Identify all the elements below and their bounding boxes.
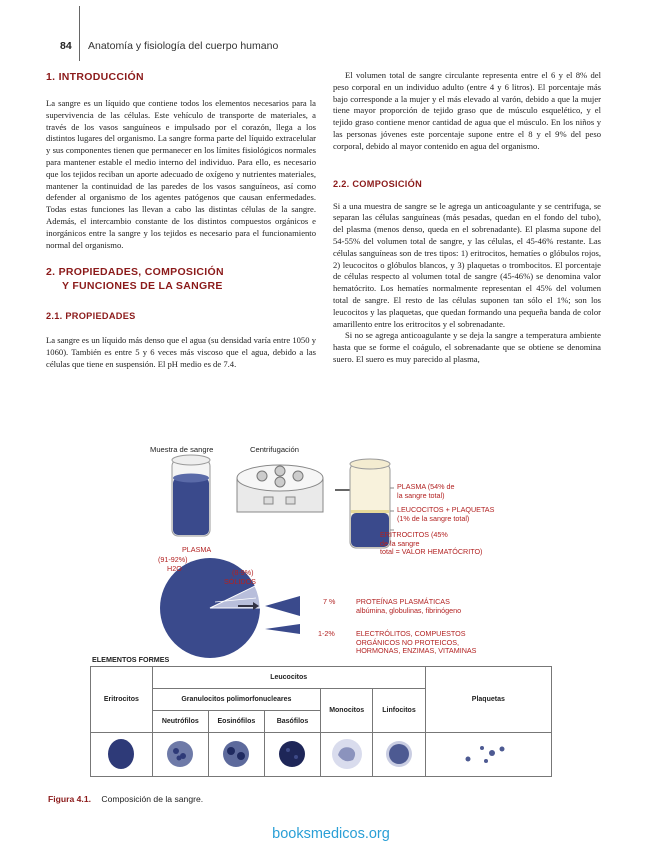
book-title: Anatomía y fisiología del cuerpo humano — [88, 40, 279, 52]
label-pie-plasma: PLASMA — [182, 545, 212, 554]
caption-text: Composición de la sangre. — [101, 794, 204, 804]
cell-monocyte — [321, 733, 373, 777]
label-leucocytes: LEUCOCITOS + PLAQUETAS (1% de la sangre total) — [397, 505, 495, 523]
properties-paragraph: La sangre es un líquido más denso que el agua (su densidad varía entre 1050 y 1060). También es entre 5 y 6 veces más viscoso que el agua, debido a las células que tiene en suspensión. El pH medio es de 7.4. — [46, 335, 316, 369]
formed-elements-title: ELEMENTOS FORMES — [92, 655, 170, 664]
table-head-monocytes: Monocitos — [321, 689, 373, 733]
cell-basophil — [264, 733, 320, 777]
heading-propiedades-line2: Y FUNCIONES DE LA SANGRE — [62, 280, 223, 293]
label-solids: SÓLIDOS — [224, 577, 256, 586]
table-head-granulocytes: Granulocitos polimorfonucleares — [152, 689, 320, 711]
cell-erythrocyte — [91, 733, 153, 777]
label-electrolytes: ELECTRÓLITOS, COMPUESTOS ORGÁNICOS NO PROTEICOS, HORMONAS, ENZIMAS, VITAMINAS — [356, 629, 477, 656]
label-plasma: PLASMA (54% de la sangre total) — [397, 482, 455, 500]
volume-paragraph: El volumen total de sangre circulante representa entre el 6 y el 8% del peso corporal en un individuo adulto (entre 4 y 6 litros). El porcentaje más bajo corresponde a la mujer y el más elevado al varón, debido a que la mujer tiene mayor proporción de tejido graso que de músculo esquelético, y el tejido graso contiene menor cantidad de agua que el músculo. En los niños y las personas jóvenes este porcentaje supone entre el 8 y el 9% del peso corporal, debido al mayor contenido en agua del organismo. — [333, 70, 601, 151]
table-head-eosinophils: Eosinófilos — [208, 711, 264, 733]
label-water-pct: (91-92%) — [158, 555, 188, 564]
heading-introduccion: 1. INTRODUCCIÓN — [46, 71, 144, 83]
table-head-leucocytes: Leucocitos — [152, 667, 425, 689]
table-head-platelets: Plaquetas — [425, 667, 551, 733]
label-erythrocytes: ERITROCITOS (45% de la sangre total = VALOR HEMATÓCRITO) — [380, 530, 483, 557]
serum-paragraph: Si no se agrega anticoagulante y se deja la sangre a temperatura ambiente hasta que se forme el coágulo, el sobrenadante que se obtiene se denomina suero. El suero es muy parecido al plasma, — [333, 330, 601, 364]
label-proteins-pct: 7 % — [323, 597, 336, 606]
label-proteins: PROTEÍNAS PLASMÁTICAS albúmina, globulinas, fibrinógeno — [356, 597, 462, 615]
table-head-basophils: Basófilos — [264, 711, 320, 733]
table-head-erythrocytes: Eritrocitos — [91, 667, 153, 733]
page-number: 84 — [60, 40, 72, 52]
cell-lymphocyte — [373, 733, 425, 777]
composition-paragraph: Si a una muestra de sangre se le agrega un anticoagulante y se centrifuga, se separan las células sanguíneas (más pesadas, quedan en el fondo del tubo), del plasma (menos denso, queda en el sobrenadante). El plasma supone del 54-55% del volumen total de sangre, y las células, el 45-46% restante. Las células sanguíneas son de tres tipos: 1) eritrocitos, hematíes o glóbulos rojos, 2) leucocitos o glóbulos blancos, y 3) plaquetas o trombocitos. El porcentaje de células respecto al volumen total de sangre (45-46%) se denomina valor hematócrito. Los hematíes normalmente representan el 45% del volumen total de sangre. El resto de las células suponen tan sólo el 1%; son los leucocitos y las plaquetas, que quedan formando una pequeña banda de color amarillento entre los eritrocitos y el sobrenadante. — [333, 200, 601, 329]
cell-platelets — [425, 733, 551, 777]
table-head-lymphocytes: Linfocitos — [373, 689, 425, 733]
footer-site-link[interactable]: booksmedicos.org — [272, 826, 390, 842]
label-electrolytes-pct: 1-2% — [318, 629, 335, 638]
caption-number: Figura 4.1. — [48, 794, 91, 804]
heading-propiedades-line1: 2. PROPIEDADES, COMPOSICIÓN — [46, 266, 224, 279]
intro-paragraph: La sangre es un líquido que contiene todos los elementos necesarios para la supervivencia de las células. Este vehículo de transporte de materiales, a través de los vasos sanguíneos e impulsado por el corazón, llega a los distintos lugares del organismo. La sangre forma parte del líquido extracelular y sus componentes tienen que permanecer en los límites fisiológicos normales para mantener estable el medio interno del individuo. Para ello, es necesario que los tejidos reciban un aporte adecuado de oxígeno y nutrientes materiales, mantener la continuidad de las paredes de los vasos sanguíneos, así como defender al organismo de los agentes patógenos que causan enfermedades. Todas estas funciones las llevan a cabo las distintas células de la sangre. Además, el intercambio constante de los distintos compuestos orgánicos e inorgánicos entre la sangre y los tejidos es necesario para el funcionamiento normal del organismo. — [46, 98, 316, 250]
label-blood-sample: Muestra de sangre — [150, 445, 214, 454]
proteins-wedge — [265, 596, 300, 616]
electrolytes-wedge — [265, 624, 300, 634]
heading-2-1: 2.1. PROPIEDADES — [46, 311, 136, 322]
cell-neutrophil — [152, 733, 208, 777]
label-centrifugation: Centrifugación — [250, 445, 299, 454]
table-head-neutrophils: Neutrófilos — [152, 711, 208, 733]
centrifuge — [237, 465, 323, 512]
heading-2-2: 2.2. COMPOSICIÓN — [333, 178, 423, 189]
blood-sample-tube — [172, 455, 210, 536]
figure-caption — [48, 794, 203, 804]
formed-elements-table — [90, 666, 552, 777]
label-solids-pct: (8-9%) — [232, 568, 254, 577]
label-water: H2O — [167, 564, 182, 573]
cell-eosinophil — [208, 733, 264, 777]
